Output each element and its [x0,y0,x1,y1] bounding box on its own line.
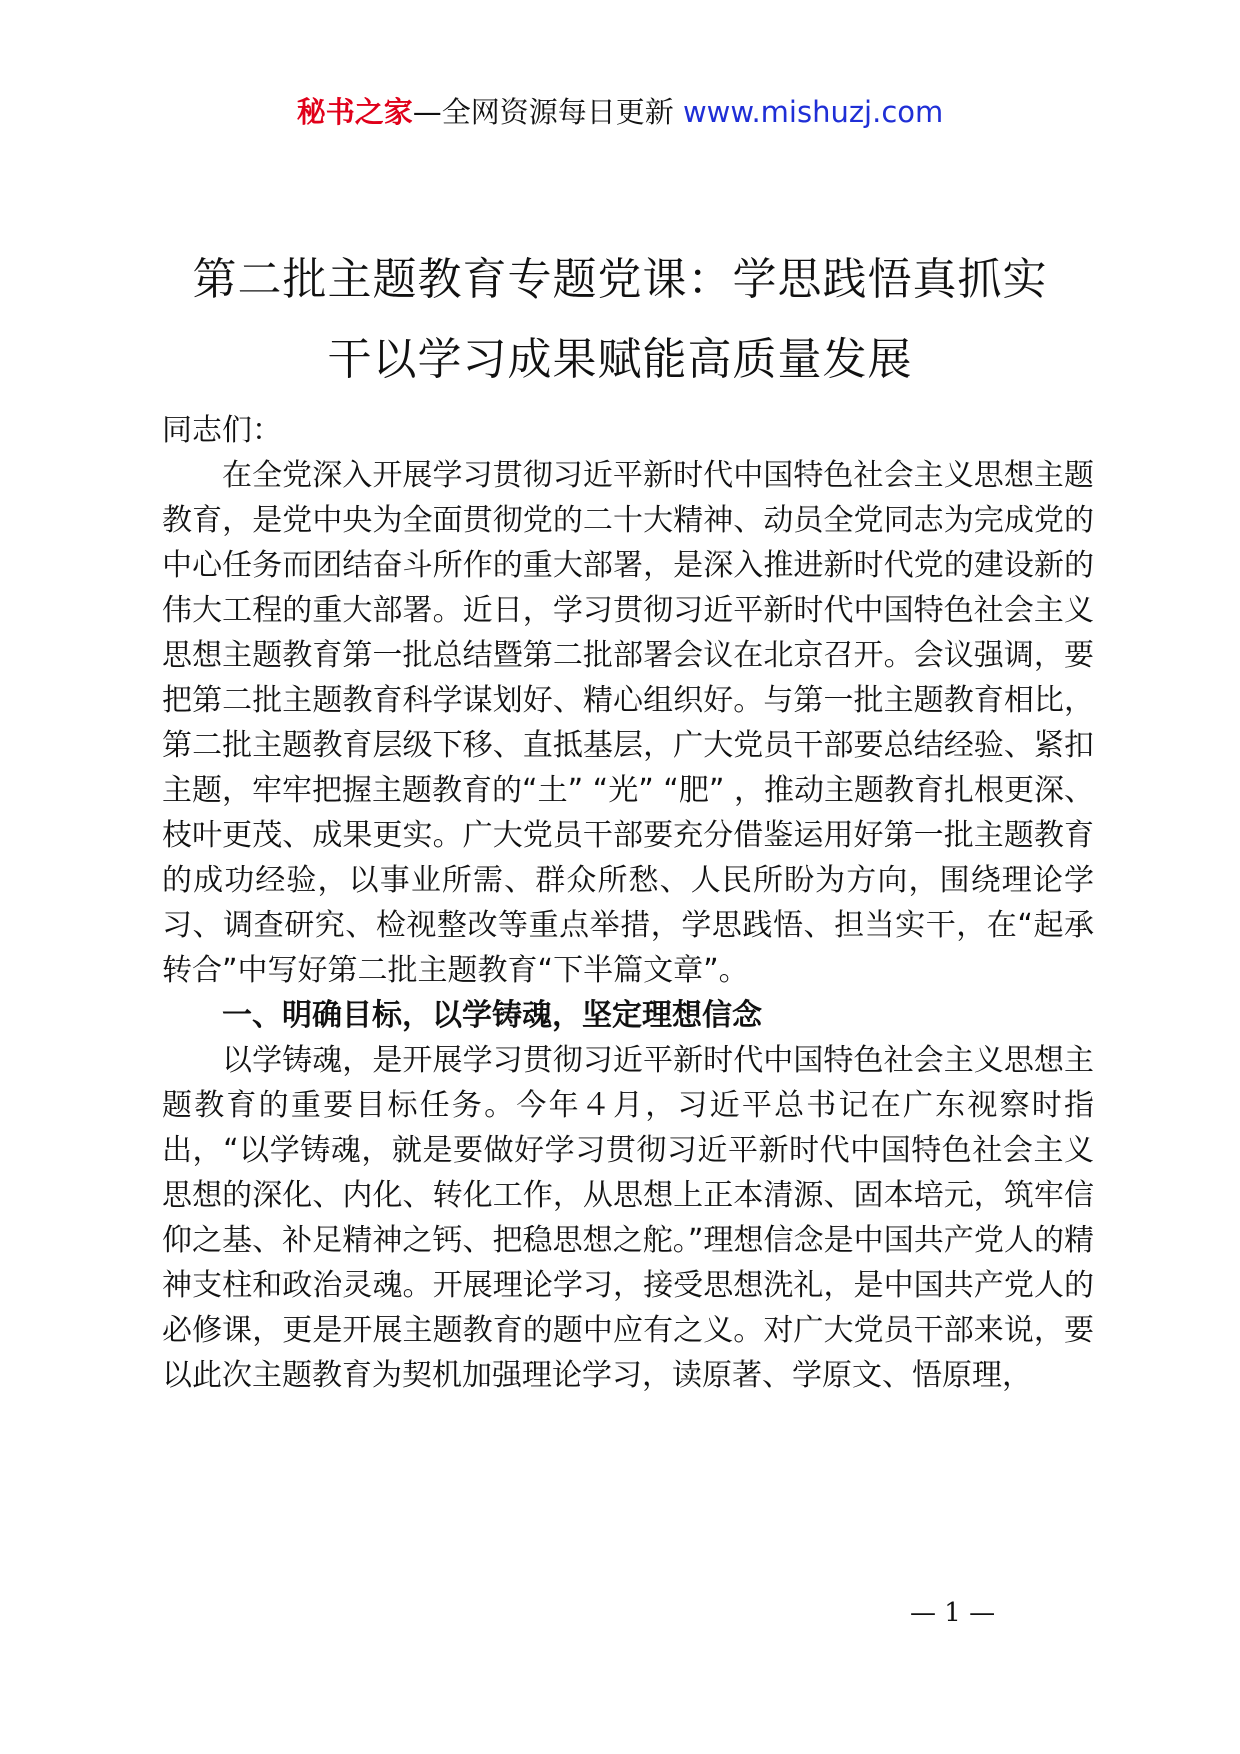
site-brand: 秘书之家 [296,95,413,129]
title-line-2: 干以学习成果赋能高质量发展 [327,334,913,385]
site-tagline: —全网资源每日更新 [412,95,674,129]
site-url-link[interactable]: www.mishuzj.com [682,95,944,129]
document-title [150,240,1090,400]
document-body [162,408,1094,1398]
salutation: 同志们： [162,413,282,448]
site-header [0,92,1240,132]
section-heading-1: 一、明确目标，以学铸魂，坚定理想信念 [222,998,762,1033]
page-number: — 1 — [910,1598,996,1628]
body-paragraph-2: 以学铸魂，是开展学习贯彻习近平新时代中国特色社会主义思想主题教育的重要目标任务。今年４月，习近平总书记在广东视察时指出，“以学铸魂，就是要做好学习贯彻习近平新时代中国特色社会主义思想的深化、内化、转化工作，从思想上正本清源、固本培元，筑牢信仰之基、补足精神之钙、把稳思想之舵。”理想信念是中国共产党人的精神支柱和政治灵魂。开展理论学习，接受思想洗礼，是中国共产党人的必修课，更是开展主题教育的题中应有之义。对广大党员干部来说，要以此次主题教育为契机加强理论学习，读原著、学原文、悟原理， [162,1043,1094,1393]
body-paragraph-1: 在全党深入开展学习贯彻习近平新时代中国特色社会主义思想主题教育，是党中央为全面贯彻党的二十大精神、动员全党同志为完成党的中心任务而团结奋斗所作的重大部署，是深入推进新时代党的建设新的伟大工程的重大部署。近日，学习贯彻习近平新时代中国特色社会主义思想主题教育第一批总结暨第二批部署会议在北京召开。会议强调，要把第二批主题教育科学谋划好、精心组织好。与第一批主题教育相比，第二批主题教育层级下移、直抵基层，广大党员干部要总结经验、紧扣主题，牢牢把握主题教育的“土” “光” “肥” ，推动主题教育扎根更深、枝叶更茂、成果更实。广大党员干部要充分借鉴运用好第一批主题教育的成功经验，以事业所需、群众所愁、人民所盼为方向，围绕理论学习、调查研究、检视整改等重点举措，学思践悟、担当实干，在“起承转合”中写好第二批主题教育“下半篇文章”。 [162,458,1094,988]
title-line-1: 第二批主题教育专题党课：学思践悟真抓实 [192,254,1048,305]
